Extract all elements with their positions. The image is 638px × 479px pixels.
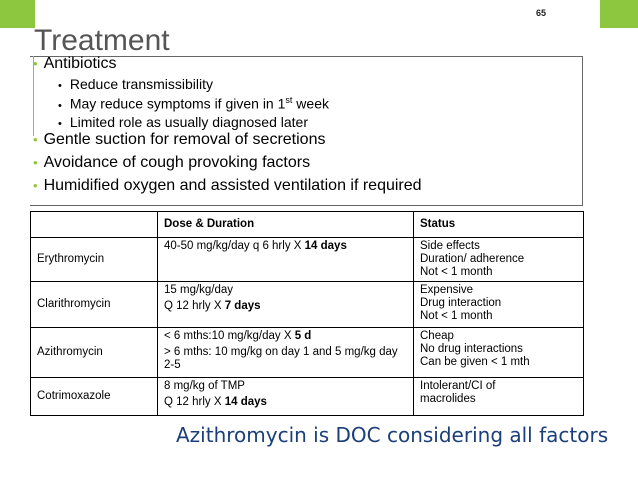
- table-header: [31, 212, 158, 238]
- status-line: Duration/ adherence: [420, 253, 525, 265]
- status-line: No drug interactions: [420, 343, 523, 355]
- drug-name-cell: Azithromycin: [31, 328, 158, 378]
- superscript: st: [285, 95, 293, 105]
- dose-cell: [158, 282, 414, 328]
- status-line: Not < 1 month: [420, 310, 493, 322]
- sub-bullet: [58, 76, 213, 92]
- bullet-main: [33, 177, 422, 195]
- dose-duration: 14 days: [224, 396, 267, 408]
- bullet-antibiotics: [33, 55, 116, 73]
- dose-line: [164, 300, 407, 313]
- bullet-icon: •: [33, 132, 38, 147]
- sub-bullet-text: May reduce symptoms if given in 1: [69, 95, 286, 112]
- sub-bullet-text: Reduce transmissibility: [69, 76, 214, 92]
- dose-line: [164, 240, 407, 253]
- dose-cell: [158, 378, 414, 416]
- bullet-icon: •: [33, 178, 38, 193]
- status-line: Not < 1 month: [420, 266, 493, 278]
- status-line: Drug interaction: [420, 297, 502, 309]
- table-row: [31, 378, 584, 416]
- status-line: Expensive: [420, 284, 474, 296]
- bullet-main: [33, 131, 325, 149]
- sub-bullet-text: week: [292, 95, 329, 112]
- dose-text: Q 12 hrly X: [164, 300, 225, 312]
- dose-line: [164, 380, 407, 393]
- status-cell: [414, 328, 584, 378]
- antibiotic-table: [30, 211, 584, 416]
- status-cell: [414, 282, 584, 328]
- dose-line: [164, 330, 407, 343]
- bullet-icon: •: [58, 99, 62, 112]
- conclusion-note: Azithromycin is DOC considering all factors: [176, 423, 609, 447]
- dose-text: 15 mg/kg/day: [164, 284, 234, 296]
- bullet-text: Gentle suction for removal of secretions: [43, 131, 326, 148]
- bullet-text: Humidified oxygen and assisted ventilation if required: [43, 177, 422, 194]
- table-header: Status: [414, 212, 584, 238]
- bullet-icon: •: [33, 155, 38, 170]
- bullet-text: Avoidance of cough provoking factors: [43, 154, 311, 171]
- status-line: macrolides: [420, 393, 476, 405]
- bullet-icon: •: [58, 80, 62, 92]
- status-line: Side effects: [420, 240, 480, 252]
- dose-line: [164, 284, 407, 297]
- slide-title: Treatment: [34, 24, 170, 57]
- dose-duration: 7 days: [224, 300, 261, 312]
- dose-text: 40-50 mg/kg/day q 6 hrly X: [164, 240, 305, 252]
- dose-cell: [158, 238, 414, 282]
- table-header: Dose & Duration: [158, 212, 414, 238]
- bullet-icon: •: [33, 56, 38, 71]
- dose-duration: 5 d: [294, 330, 312, 342]
- bullet-icon: •: [58, 118, 62, 130]
- sub-bullet: [58, 95, 329, 112]
- dose-text: Q 12 hrly X: [164, 396, 225, 408]
- status-cell: [414, 378, 584, 416]
- dose-cell: [158, 328, 414, 378]
- drug-name-cell: Cotrimoxazole: [31, 378, 158, 416]
- status-line: Intolerant/CI of: [420, 380, 496, 392]
- status-line: Cheap: [420, 330, 454, 342]
- table-row: [31, 282, 584, 328]
- table-row: [31, 328, 584, 378]
- slide-number: 65: [535, 8, 546, 18]
- table-header-row: [31, 212, 584, 238]
- status-cell: [414, 238, 584, 282]
- table-row: [31, 238, 584, 282]
- dose-text: 8 mg/kg of TMP: [164, 380, 245, 392]
- sub-bullet-text: Limited role as usually diagnosed later: [69, 114, 308, 130]
- dose-line: [164, 396, 407, 409]
- dose-text: < 6 mths:10 mg/kg/day X: [164, 330, 295, 342]
- bullet-main: [33, 154, 310, 172]
- sub-bullet: [58, 114, 308, 130]
- drug-name-cell: Clarithromycin: [31, 282, 158, 328]
- drug-name-cell: Erythromycin: [31, 238, 158, 282]
- status-line: Can be given < 1 mth: [420, 356, 530, 368]
- dose-duration: 14 days: [304, 240, 347, 252]
- bullet-text: Antibiotics: [43, 55, 117, 72]
- dose-line: [164, 346, 407, 372]
- dose-text: > 6 mths: 10 mg/kg on day 1 and 5 mg/kg day 2-5: [164, 346, 398, 371]
